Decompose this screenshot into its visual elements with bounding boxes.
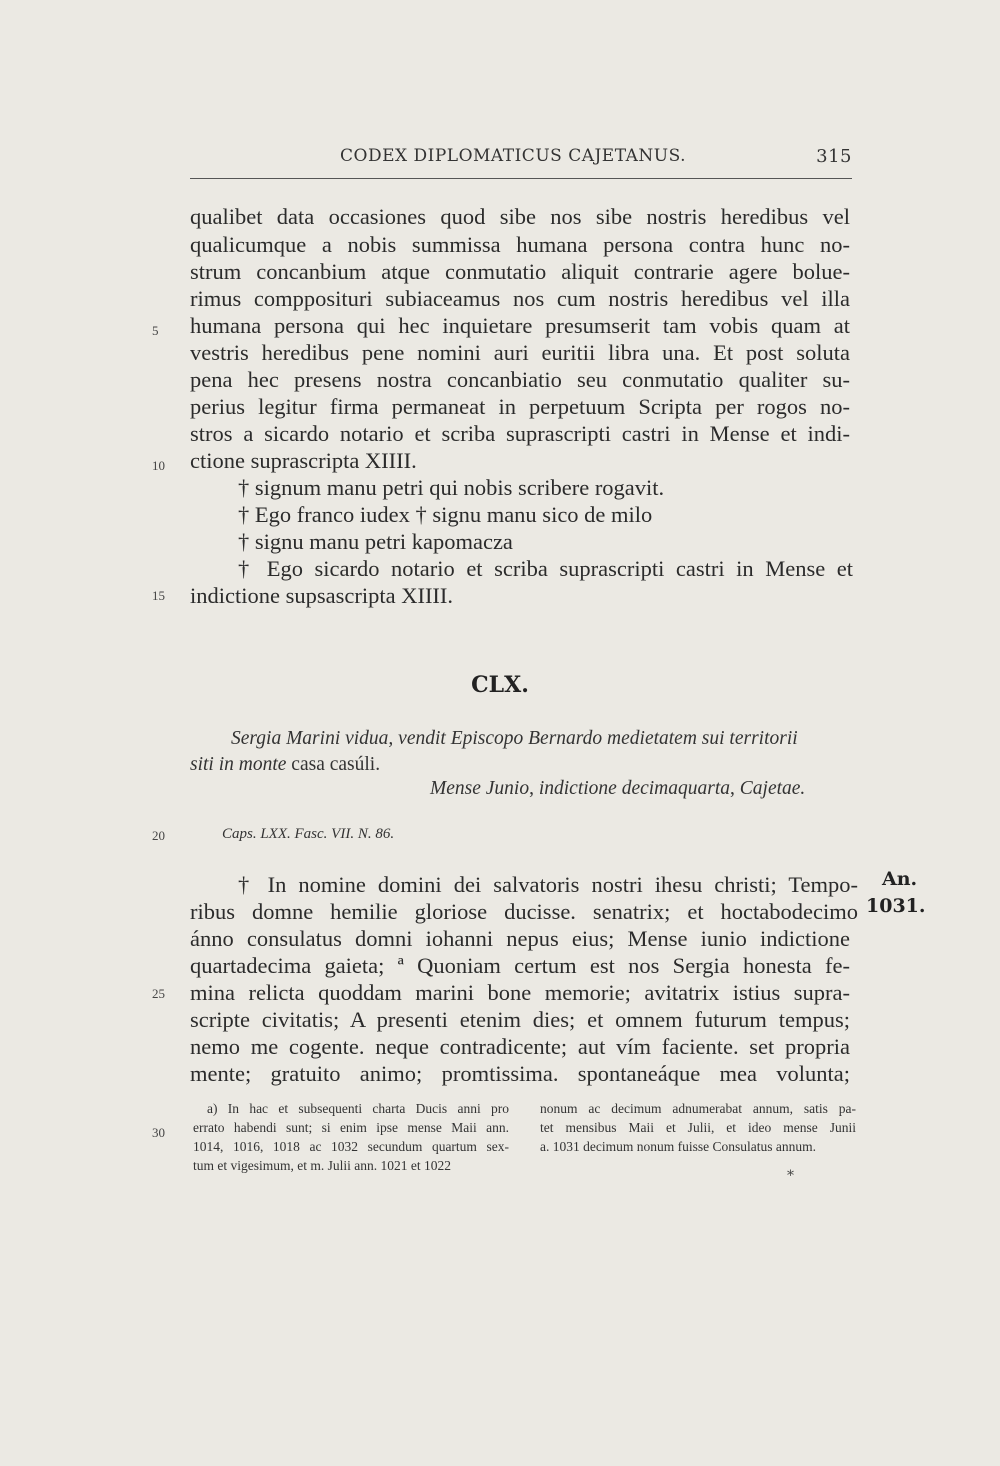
text-line: pena hec presens nostra concanbiatio seu conmutatio qualiter su-	[190, 367, 850, 392]
text-line: strum concanbium atque conmutatio aliquit contrarie agere bolue-	[190, 259, 850, 284]
text-line: indictione supsascripta XIIII.	[190, 583, 454, 608]
text-line: mente; gratuito animo; promtissima. spontaneáque mea volunta;	[190, 1061, 850, 1086]
text-line: vestris heredibus pene nomini auri euritii libra una. Et post soluta	[190, 340, 850, 365]
text-line: humana persona qui hec inquietare presumserit tam vobis quam at	[190, 313, 850, 338]
date-place: Cajetae.	[739, 778, 806, 799]
signature-mark: *	[787, 1168, 794, 1184]
date-month: Mense Junio	[430, 778, 530, 799]
text-line: rimus compposituri subiaceamus nos cum nostris heredibus vel illa	[190, 286, 850, 311]
signature-line: † Ego sicardo notario et scriba suprascripti castri in Mense et	[238, 556, 853, 581]
text-line: perius legitur firma permaneat in perpetuum Scripta per rogos no-	[190, 394, 850, 419]
text-line: ánno consulatus domni iohanni nepus eius; Mense iunio indictione	[190, 926, 850, 951]
line-number: 5	[152, 323, 159, 338]
footnote-line: a) In hac et subsequenti charta Ducis anni pro	[207, 1101, 509, 1116]
text-line: † In nomine domini dei salvatoris nostri ihesu christi; Tempo-	[238, 872, 858, 897]
signature-line: † Ego franco iudex † signu manu sico de milo	[238, 502, 653, 527]
footnote-line: errato habendi sunt; si enim ipse mense Maii ann.	[193, 1120, 509, 1135]
regest-italic: siti in monte	[190, 754, 287, 775]
line-number: 10	[152, 458, 165, 473]
regest-line: Sergia Marini vidua, vendit Episcopo Bernardo medietatem sui territorii	[231, 728, 798, 749]
running-title: CODEX DIPLOMATICUS CAJETANUS.	[340, 146, 687, 166]
line-number: 15	[152, 588, 165, 603]
text-line: mina relicta quoddam marini bone memorie; avitatrix istius supra-	[190, 980, 850, 1005]
text-line: ctione suprascripta XIIII.	[190, 448, 417, 473]
date-line: Mense Junio, indictione decimaquarta, Cajetae.	[430, 778, 806, 799]
text-line: qualibet data occasiones quod sibe nos sibe nostris heredibus vel	[190, 204, 850, 229]
footnote-line: tum et vigesimum, et m. Julii ann. 1021 et 1022	[193, 1158, 451, 1173]
footnote-line: nonum ac decimum adnumerabat annum, satis pa-	[540, 1101, 856, 1116]
archive-reference: Caps. LXX. Fasc. VII. N. 86.	[222, 826, 395, 842]
regest-line	[190, 754, 866, 776]
header-rule	[190, 178, 852, 179]
page-number: 315	[816, 146, 852, 167]
text-line: qualicumque a nobis summissa humana persona contra hunc no-	[190, 232, 850, 257]
line-number: 20	[152, 828, 165, 843]
footnote-line: 1014, 1016, 1018 ac 1032 secundum quartum sex-	[193, 1139, 509, 1154]
text-line: ribus domne hemilie gloriose ducisse. senatrix; et hoctabodecimo	[190, 899, 858, 924]
text-line: stros a sicardo notario et scriba suprascripti castri in Mense et indi-	[190, 421, 850, 446]
margin-label: An.	[882, 868, 918, 890]
text-line: nemo me cogente. neque contradicente; aut vím faciente. set propria	[190, 1034, 850, 1059]
text-line: quartadecima gaieta; ª Quoniam certum est nos Sergia honesta fe-	[190, 953, 850, 978]
footnote-line: tet mensibus Maii et Julii, et ideo mense Junii	[540, 1120, 856, 1135]
line-number: 30	[152, 1125, 165, 1140]
margin-year: 1031.	[866, 895, 926, 917]
date-indiction: indictione decimaquarta	[538, 778, 731, 799]
line-number: 25	[152, 986, 165, 1001]
regest-roman: casa casúli.	[291, 754, 381, 775]
signature-line: † signum manu petri qui nobis scribere rogavit.	[238, 475, 665, 500]
document-number: CLX.	[471, 672, 529, 698]
text-line: scripte civitatis; A presenti etenim dies; et omnem futurum tempus;	[190, 1007, 850, 1032]
footnote-line: a. 1031 decimum nonum fuisse Consulatus annum.	[540, 1139, 816, 1154]
signature-line: † signu manu petri kapomacza	[238, 529, 513, 554]
